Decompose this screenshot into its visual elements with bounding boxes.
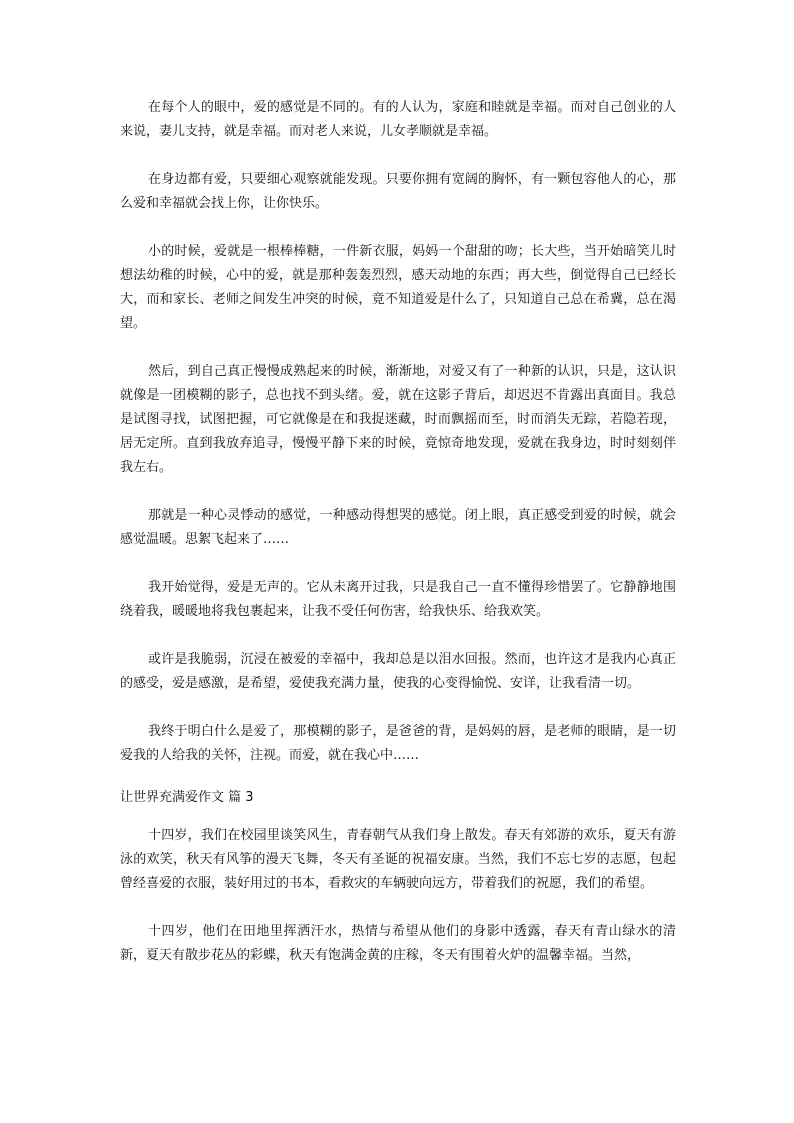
paragraph-8: 我终于明白什么是爱了，那模糊的影子，是爸爸的背，是妈妈的唇，是老师的眼睛，是一切爱我的人给我的关怀，注视。而爱，就在我心中…… [120, 724, 676, 763]
paragraph-6: 我开始觉得，爱是无声的。它从未离开过我，只是我自己一直不懂得珍惜罢了。它静静地围绕着我，暖暖地将我包裹起来，让我不受任何伤害，给我快乐、给我欢笑。 [120, 580, 676, 619]
paragraph-10: 十四岁，他们在田地里挥洒汗水，热情与希望从他们的身影中透露，春天有青山绿水的清新，夏天有散步花丛的彩蝶，秋天有饱满金黄的庄稼，冬天有围着火炉的温馨幸福。当然， [120, 924, 676, 963]
section-heading: 让世界充满爱作文 篇 3 [120, 790, 254, 805]
document-page [120, 96, 676, 968]
paragraph-2: 在身边都有爱，只要细心观察就能发现。只要你拥有宽阔的胸怀，有一颗包容他人的心，那么爱和幸福就会找上你，让你快乐。 [120, 172, 676, 211]
paragraph-9: 十四岁，我们在校园里谈笑风生，青春朝气从我们身上散发。春天有郊游的欢乐，夏天有游泳的欢笑，秋天有风筝的漫天飞舞，冬天有圣诞的祝福安康。当然，我们不忘七岁的志愿，包起曾经喜爱的衣服，装好用过的书本，看救灾的车辆驶向远方，带着我们的祝愿，我们的希望。 [120, 828, 676, 891]
paragraph-7: 或许是我脆弱，沉浸在被爱的幸福中，我却总是以泪水回报。然而，也许这才是我内心真正的感受，爱是感激，是希望，爱使我充满力量，使我的心变得愉悦、安详，让我看清一切。 [120, 652, 676, 691]
paragraph-5: 那就是一种心灵悸动的感觉，一种感动得想哭的感觉。闭上眼，真正感受到爱的时候，就会感觉温暖。思絮飞起来了…… [120, 508, 676, 547]
paragraph-1: 在每个人的眼中，爱的感觉是不同的。有的人认为，家庭和睦就是幸福。而对自己创业的人来说，妻儿支持，就是幸福。而对老人来说，儿女孝顺就是幸福。 [120, 100, 676, 139]
paragraph-3: 小的时候，爱就是一根棒棒糖，一件新衣服，妈妈一个甜甜的吻；长大些，当开始暗笑儿时想法幼稚的时候，心中的爱，就是那种轰轰烈烈，感天动地的东西；再大些，倒觉得自己已经长大，而和家长、老师之间发生冲突的时候，竟不知道爱是什么了，只知道自己总在希冀，总在渴望。 [120, 244, 676, 331]
paragraph-4: 然后，到自己真正慢慢成熟起来的时候，渐渐地，对爱又有了一种新的认识，只是，这认识就像是一团模糊的影子，总也找不到头绪。爱，就在这影子背后，却迟迟不肯露出真面目。我总是试图寻找，试图把握，可它就像是在和我捉迷藏，时而飘摇而至，时而消失无踪，若隐若现，居无定所。直到我放弃追寻，慢慢平静下来的时候，竟惊奇地发现，爱就在我身边，时时刻刻伴我左右。 [120, 364, 676, 475]
